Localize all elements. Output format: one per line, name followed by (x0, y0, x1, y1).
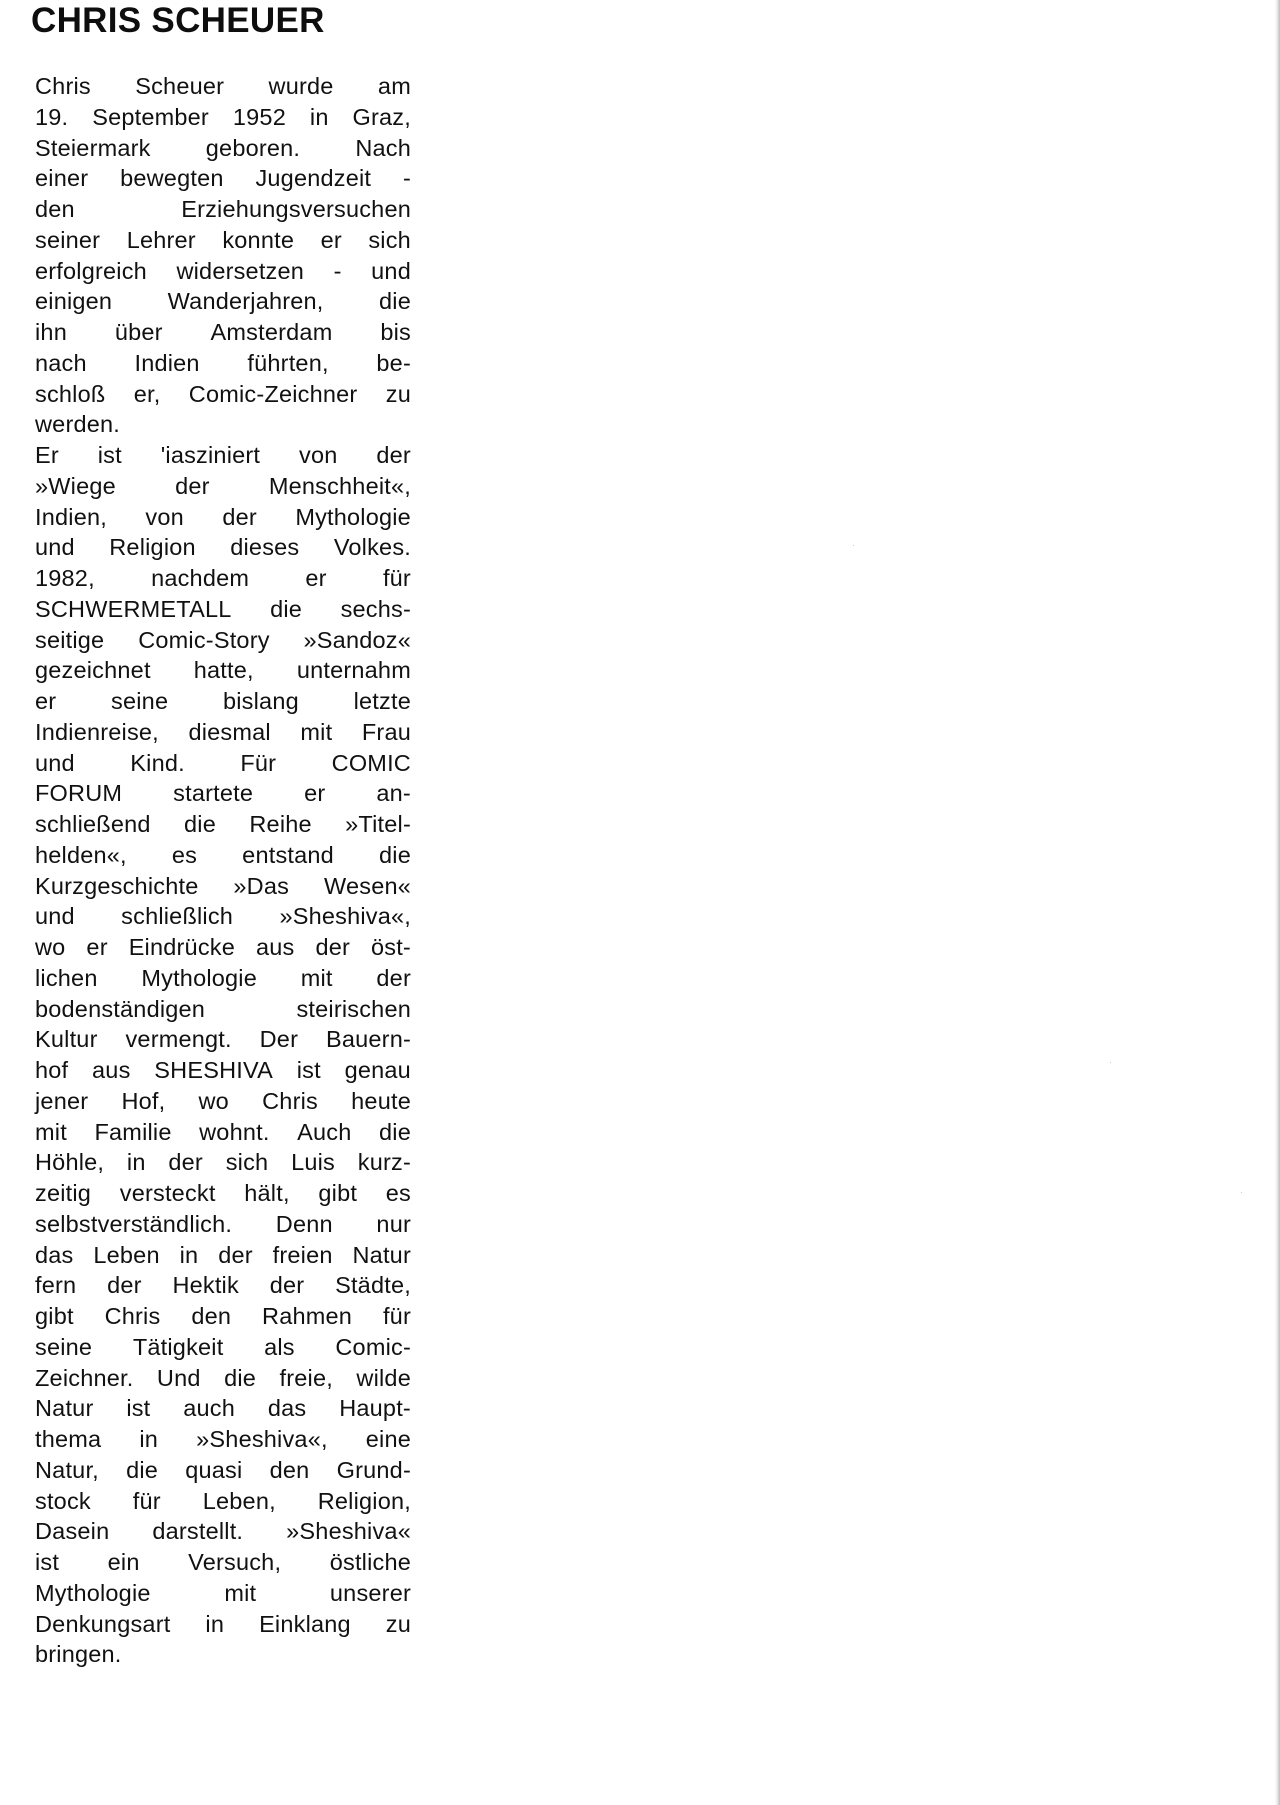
word: nur (376, 1210, 411, 1237)
word: Höhle, (35, 1149, 105, 1176)
word: letzte (353, 688, 411, 714)
word: Zeichner. (35, 1364, 134, 1391)
word: für (382, 565, 411, 591)
text-line (35, 1178, 411, 1209)
word: mit (300, 964, 333, 991)
word: »Titel- (345, 811, 411, 837)
word: vermengt. (125, 1026, 232, 1053)
word: wohnt. (199, 1118, 270, 1145)
word: der (376, 964, 411, 991)
scan-speck (1110, 1062, 1111, 1063)
word: freien (272, 1241, 333, 1268)
word: der (376, 442, 411, 468)
word: eine (365, 1426, 411, 1452)
word: seine (111, 688, 169, 714)
word: bis (380, 319, 411, 345)
word: die (379, 841, 411, 868)
text-line (35, 502, 411, 533)
text-line (35, 1332, 411, 1363)
word: Leben (93, 1241, 160, 1268)
word: unternahm (296, 657, 411, 684)
word: das (267, 1395, 307, 1422)
word: der (107, 1272, 142, 1299)
word: Denkungsart (35, 1610, 171, 1637)
word: Kultur (35, 1026, 98, 1053)
word: mit (35, 1118, 67, 1145)
word: von (145, 503, 184, 530)
word: diesmal (188, 718, 271, 745)
word: es (385, 1180, 411, 1206)
word: Luis (291, 1149, 335, 1176)
word: am (377, 73, 411, 99)
word: Menschheit«, (268, 472, 411, 499)
word: schließend (35, 811, 151, 837)
word: Hektik (172, 1272, 239, 1299)
word: COMIC (331, 749, 411, 776)
word: Religion, (317, 1487, 411, 1514)
word: führten, (247, 349, 329, 376)
word: in (205, 1610, 225, 1637)
word: Natur (352, 1241, 411, 1268)
word: Hof, (121, 1087, 166, 1114)
word: - (333, 257, 342, 284)
word: bodenständigen (35, 995, 206, 1022)
word: seine (35, 1333, 93, 1360)
word: den (35, 196, 75, 222)
scan-speck (853, 545, 854, 546)
word: selbstverständlich. (35, 1210, 233, 1237)
word: Chris (262, 1087, 318, 1114)
word: ist (126, 1395, 151, 1422)
word: er, (133, 380, 161, 407)
word: und (371, 257, 411, 284)
text-line (35, 379, 411, 410)
text-line (35, 256, 411, 287)
text-line (35, 1086, 411, 1117)
word: Einklang (259, 1610, 351, 1637)
word: er (86, 934, 108, 960)
word: einigen (35, 288, 113, 315)
word: wo (198, 1087, 229, 1114)
word: öst- (370, 934, 411, 960)
biography-text (35, 71, 411, 1670)
word: aus (92, 1057, 131, 1083)
word: bewegten (120, 165, 224, 192)
word: und (35, 903, 75, 930)
word: als (264, 1333, 295, 1360)
word: September (92, 103, 209, 130)
word: auch (183, 1395, 236, 1422)
word: Frau (361, 718, 411, 745)
text-line (35, 1240, 411, 1271)
word: »Sheshiva«, (279, 903, 411, 930)
word: 19. (35, 103, 69, 130)
word: ist (35, 1549, 60, 1575)
word: »Das (233, 872, 290, 899)
word: Chris (104, 1303, 161, 1329)
word: Kind. (130, 749, 185, 776)
word: nachdem (151, 565, 250, 591)
word: Indien (134, 349, 200, 376)
word: er (35, 688, 57, 714)
word: wilde (356, 1364, 411, 1391)
word: dieses (230, 534, 300, 561)
word: die (184, 811, 216, 837)
word: der (315, 934, 351, 960)
text-line (35, 71, 411, 102)
word: »Sheshiva« (286, 1518, 411, 1545)
word: Natur (35, 1395, 94, 1422)
word: Mythologie (141, 964, 257, 991)
page-title: CHRIS SCHEUER (31, 1, 325, 40)
text-line (35, 778, 411, 809)
word: heute (351, 1087, 411, 1114)
word: mit (300, 718, 333, 745)
word: steirischen (296, 995, 411, 1022)
text-line (35, 1024, 411, 1055)
word: Tätigkeit (132, 1333, 224, 1360)
word: Jugendzeit (255, 165, 372, 192)
word: SCHWERMETALL (35, 595, 232, 622)
word: zu (385, 380, 411, 407)
word: Denn (275, 1210, 333, 1237)
text-line (35, 717, 411, 748)
word: schloß (35, 380, 106, 407)
word: Leben, (202, 1487, 276, 1514)
word: versteckt (119, 1180, 216, 1206)
text-line (35, 1639, 411, 1670)
text-line (35, 1609, 411, 1640)
word: »Wiege (35, 472, 116, 499)
word: FORUM (35, 780, 123, 807)
text-line (35, 1393, 411, 1424)
text-line (35, 133, 411, 164)
text-line (35, 1147, 411, 1178)
text-line (35, 1055, 411, 1086)
word: zeitig (35, 1180, 92, 1206)
word: »Sheshiva«, (196, 1426, 328, 1452)
word: jener (35, 1087, 89, 1114)
word: in (309, 103, 329, 130)
text-line (35, 1209, 411, 1240)
word: östliche (329, 1549, 411, 1575)
text-line (35, 655, 411, 686)
word: ist (97, 442, 122, 468)
word: hof (35, 1057, 69, 1083)
word: geboren. (205, 134, 301, 161)
text-line (35, 625, 411, 656)
word: Comic-Story (138, 626, 270, 653)
word: 'iasziniert (160, 442, 261, 468)
word: gibt (35, 1303, 74, 1329)
word: der (168, 1149, 203, 1176)
word: Und (156, 1364, 201, 1391)
word: Graz, (352, 103, 411, 130)
text-line (35, 409, 411, 440)
word: Familie (94, 1118, 172, 1145)
word: den (191, 1303, 232, 1329)
word: der (222, 503, 257, 530)
text-line (35, 840, 411, 871)
word: Lehrer (126, 226, 196, 253)
word: der (218, 1241, 253, 1268)
word: Reihe (249, 811, 312, 837)
text-line (35, 225, 411, 256)
word: bringen. (35, 1641, 122, 1668)
word: nach (35, 349, 87, 376)
text-line (35, 471, 411, 502)
word: er (305, 565, 327, 591)
word: Versuch, (188, 1549, 282, 1575)
word: Kurzgeschichte (35, 872, 199, 899)
word: gezeichnet (35, 657, 151, 684)
word: wo (35, 934, 66, 960)
word: an- (376, 780, 411, 807)
text-line (35, 440, 411, 471)
word: und (35, 749, 75, 776)
word: und (35, 534, 75, 561)
word: Haupt- (339, 1395, 411, 1422)
word: Wanderjahren, (167, 288, 324, 315)
word: quasi (185, 1456, 243, 1483)
text-line (35, 871, 411, 902)
word: er (320, 226, 342, 253)
word: 1952 (232, 103, 286, 130)
word: Rahmen (262, 1303, 353, 1329)
word: über (114, 319, 163, 345)
text-line (35, 1516, 411, 1547)
word: konnte (222, 226, 295, 253)
word: die (379, 1118, 411, 1145)
word: Für (240, 749, 277, 776)
text-line (35, 932, 411, 963)
word: Auch (297, 1118, 352, 1145)
word: ihn (35, 319, 67, 345)
word: Mythologie (35, 1579, 151, 1606)
word: genau (344, 1057, 411, 1083)
word: SHESHIVA (154, 1057, 273, 1083)
word: Städte, (335, 1272, 411, 1299)
text-line (35, 963, 411, 994)
text-line (35, 901, 411, 932)
word: - (402, 165, 411, 192)
text-line (35, 748, 411, 779)
scan-speck (1241, 1192, 1242, 1193)
word: gibt (318, 1180, 358, 1206)
word: Grund- (336, 1456, 411, 1483)
word: be- (376, 349, 411, 376)
text-line (35, 1270, 411, 1301)
word: der (269, 1272, 305, 1299)
word: die (126, 1456, 159, 1483)
word: lichen (35, 964, 98, 991)
word: seiner (35, 226, 101, 253)
word: Natur, (35, 1456, 99, 1483)
word: in (126, 1149, 146, 1176)
word: die (270, 595, 303, 622)
word: sechs- (340, 595, 411, 622)
word: der (175, 472, 210, 499)
word: für (382, 1303, 411, 1329)
text-line (35, 994, 411, 1025)
word: er (304, 780, 326, 807)
word: Scheuer (135, 73, 225, 99)
word: in (179, 1241, 199, 1268)
word: einer (35, 165, 89, 192)
word: widersetzen (176, 257, 305, 284)
text-line (35, 1547, 411, 1578)
word: mit (224, 1579, 257, 1606)
word: Amsterdam (210, 319, 333, 345)
text-line (35, 102, 411, 133)
word: Nach (355, 134, 411, 161)
word: das (35, 1241, 74, 1268)
word: Chris (35, 73, 91, 99)
text-line (35, 532, 411, 563)
text-line (35, 1486, 411, 1517)
word: fern (35, 1272, 77, 1299)
page-edge-shadow (1275, 0, 1280, 1805)
word: schließlich (121, 903, 234, 930)
word: es (171, 841, 198, 868)
word: bislang (222, 688, 299, 714)
word: Indienreise, (35, 718, 159, 745)
word: Volkes. (333, 534, 411, 561)
word: Comic- (335, 1333, 411, 1360)
word: sich (225, 1149, 269, 1176)
word: kurz- (357, 1149, 411, 1176)
text-line (35, 563, 411, 594)
word: zu (385, 1610, 411, 1637)
word: für (132, 1487, 161, 1514)
text-line (35, 194, 411, 225)
word: sich (368, 226, 411, 253)
text-line (35, 686, 411, 717)
word: die (379, 288, 411, 315)
text-line (35, 163, 411, 194)
word: hält, (244, 1180, 290, 1206)
text-line (35, 1301, 411, 1332)
word: Er (35, 442, 59, 468)
word: den (269, 1456, 310, 1483)
word: die (224, 1364, 257, 1391)
text-line (35, 1424, 411, 1455)
word: ist (296, 1057, 321, 1083)
text-line (35, 348, 411, 379)
word: Steiermark (35, 134, 151, 161)
text-line (35, 286, 411, 317)
text-line (35, 1578, 411, 1609)
word: Der (259, 1026, 299, 1053)
word: startete (173, 780, 254, 807)
text-line (35, 594, 411, 625)
word: Mythologie (295, 503, 411, 530)
word: freie, (279, 1364, 333, 1391)
text-line (35, 1117, 411, 1148)
text-line (35, 317, 411, 348)
word: Dasein (35, 1518, 110, 1545)
word: thema (35, 1426, 102, 1452)
word: Comic-Zeichner (188, 380, 358, 407)
word: unserer (329, 1579, 411, 1606)
word: »Sandoz« (303, 626, 411, 653)
word: Eindrücke (128, 934, 235, 960)
word: Wesen« (324, 872, 411, 899)
word: 1982, (35, 565, 95, 591)
word: Erziehungsversuchen (181, 196, 411, 222)
word: werden. (35, 411, 121, 438)
text-line (35, 809, 411, 840)
word: aus (255, 934, 295, 960)
word: in (139, 1426, 159, 1452)
word: ein (107, 1549, 140, 1575)
word: seitige (35, 626, 105, 653)
word: hatte, (193, 657, 254, 684)
word: wurde (268, 73, 334, 99)
word: Bauern- (325, 1026, 411, 1053)
word: entstand (242, 841, 334, 868)
word: Indien, (35, 503, 107, 530)
word: stock (35, 1487, 91, 1514)
word: von (299, 442, 338, 468)
word: erfolgreich (35, 257, 147, 284)
text-line (35, 1363, 411, 1394)
word: darstellt. (152, 1518, 244, 1545)
text-line (35, 1455, 411, 1486)
word: helden«, (35, 841, 127, 868)
word: Religion (109, 534, 196, 561)
